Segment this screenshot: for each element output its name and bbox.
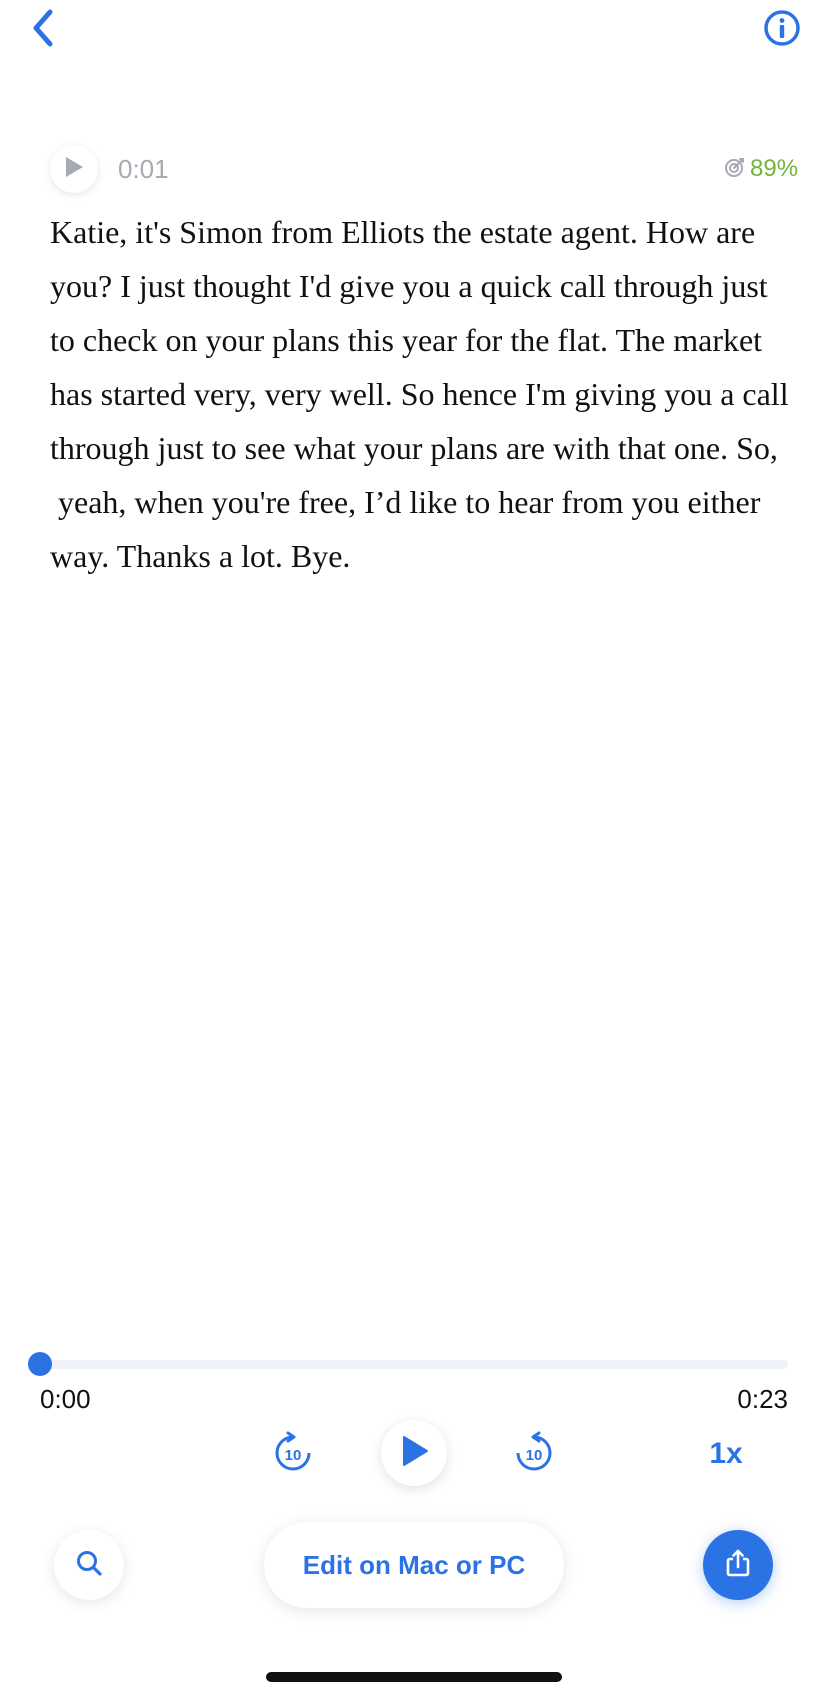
- share-icon: [725, 1548, 751, 1583]
- forward-10-icon: [513, 1431, 555, 1480]
- total-time: 0:23: [737, 1384, 788, 1414]
- edit-on-mac-or-pc-button[interactable]: Edit on Mac or PC: [264, 1522, 564, 1608]
- target-icon: [724, 156, 746, 183]
- forward-10-button[interactable]: [509, 1430, 559, 1480]
- rewind-10-button[interactable]: [268, 1430, 318, 1480]
- play-button[interactable]: [381, 1420, 447, 1486]
- info-button[interactable]: [760, 8, 804, 52]
- search-icon: [75, 1549, 103, 1582]
- segment-play-button[interactable]: [50, 145, 98, 193]
- back-button[interactable]: [22, 8, 66, 52]
- rewind-10-icon: [272, 1431, 314, 1480]
- info-icon: [763, 9, 801, 52]
- play-icon: [399, 1435, 429, 1472]
- home-indicator: [266, 1672, 562, 1682]
- segment-timestamp: 0:01: [118, 154, 169, 184]
- share-button[interactable]: [703, 1530, 773, 1600]
- svg-text:10: 10: [284, 1446, 302, 1464]
- transcript-text[interactable]: Katie, it's Simon from Elliots the estate agent. How are you? I just thought I'd give you a quick call through just to check on your plans this year for the flat. The market has started very, very well. So hence I'm giving you a call through just to see what your plans are with that one. So, yeah, when you're free, I’d like to hear from you either way. Thanks a lot. Bye.: [50, 214, 789, 574]
- play-icon: [63, 155, 85, 184]
- progress-knob[interactable]: [28, 1352, 52, 1376]
- accuracy-badge: [724, 155, 798, 183]
- svg-text:10: 10: [525, 1446, 543, 1464]
- progress-track[interactable]: [40, 1360, 788, 1369]
- accuracy-value: 89%: [750, 155, 799, 182]
- playback-speed-button[interactable]: 1x: [709, 1437, 743, 1470]
- current-time: 0:00: [40, 1384, 91, 1414]
- chevron-left-icon: [30, 8, 58, 53]
- search-button[interactable]: [54, 1530, 124, 1600]
